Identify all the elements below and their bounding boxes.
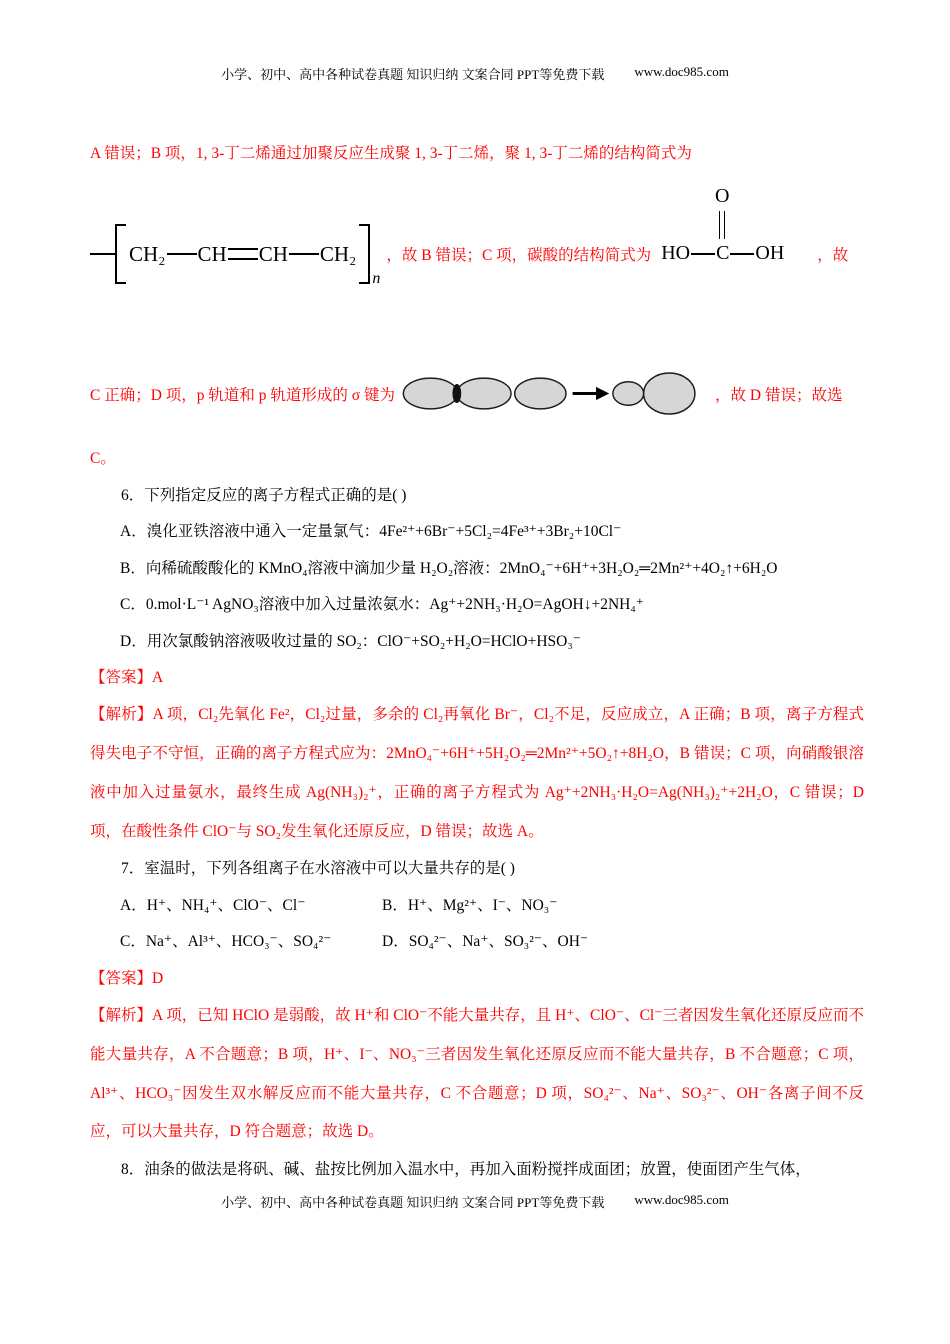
question-7-option-d: D．SO₄²⁻、Na⁺、SO₃²⁻、OH⁻ — [382, 933, 589, 951]
question-6-stem: 6．下列指定反应的离子方程式正确的是( ) — [121, 486, 407, 504]
polymer-subscript-n: n — [372, 270, 381, 288]
analysis-text: A 项，已知 HClO 是弱酸，故 H⁺和 ClO⁻不能大量共存，且 H⁺、ClO⁻、Cl⁻三者因发生氧化还原反应而不能大量共存，A 不合题意；B 项，H⁺、I⁻、NO₃⁻三者因发生氧化还原反应而不能大量共存，B 不合题意；C 项，Al³⁺、HCO₃⁻因发生双水解反应而不能大量共存，C 不合题意；D 项，SO₄²⁻、Na⁺、SO₃²⁻、OH⁻各离子间不反应，可以大量共存，D 符合题意；故选 D。 — [90, 1007, 864, 1141]
sigma-post-text: ，故 D 错误；故选 — [715, 386, 843, 404]
solution5-sigma-line — [90, 362, 864, 425]
question-7-stem: 7．室温时，下列各组离子在水溶液中可以大量共存的是( ) — [121, 860, 515, 878]
analysis-label: 【解析】 — [90, 1007, 153, 1025]
solution5-structure-line — [90, 185, 864, 288]
polybutadiene-structure — [90, 224, 381, 288]
question-7-options-row-2 — [120, 924, 864, 960]
answer-label: 【答案】 — [90, 969, 153, 987]
hydroxyl-left-label: HO — [661, 242, 691, 265]
oxygen-label: O — [714, 185, 730, 208]
question-8-stem: 8．油条的做法是将矾、碱、盐按比例加入温水中，再加入面粉搅拌成面团；放置，使面团产生气体， — [121, 1161, 811, 1179]
question-7-answer — [90, 961, 864, 997]
question-7-option-c: C．Na⁺、Al³⁺、HCO₃⁻、SO₄²⁻ — [120, 933, 332, 951]
carbon-label: C — [716, 242, 730, 265]
page-footer — [0, 1192, 950, 1211]
question-7-option-b: B．H⁺、Mg²⁺、I⁻、NO₃⁻ — [382, 896, 558, 914]
analysis-label: 【解析】 — [90, 706, 153, 724]
carbonic-acid-structure — [661, 187, 813, 265]
question-6-option-d: D．用次氯酸钠溶液吸收过量的 SO₂：ClO⁻+SO₂+H₂O=HClO+HSO₃⁻ — [120, 632, 581, 650]
bond-line — [90, 253, 116, 255]
question-7-options-row-1 — [120, 888, 864, 924]
document-body — [90, 136, 864, 1188]
left-bracket — [115, 224, 126, 284]
page-header — [0, 64, 950, 83]
question-7-option-a: A．H⁺、NH₄⁺、ClO⁻、Cl⁻ — [120, 896, 306, 914]
question-6-answer — [90, 660, 864, 696]
ch-group: CH — [258, 241, 288, 266]
p-orbital-overlap-group — [403, 379, 566, 410]
single-bond — [289, 253, 319, 255]
question-6-option-a: A．溴化亚铁溶液中通入一定量氯气：4Fe²⁺+6Br⁻+5Cl₂=4Fe³⁺+3Br₂+10Cl⁻ — [120, 523, 622, 541]
single-bond — [730, 253, 754, 255]
ch2-group: CH₂ — [319, 241, 357, 266]
vertical-double-bond — [719, 211, 725, 239]
footer-url: www.doc985.com — [634, 1192, 729, 1207]
question-6-option-b: B．向稀硫酸酸化的 KMnO₄溶液中滴加少量 H₂O₂溶液：2MnO₄⁻+6H⁺+3H₂O₂═2Mn²⁺+4O₂↑+6H₂O — [120, 559, 778, 577]
ch-group: CH — [197, 241, 227, 266]
single-bond — [167, 253, 197, 255]
sigma-bond-orbital-diagram — [401, 362, 709, 425]
question-7-analysis — [90, 997, 864, 1152]
orbital-overlap-node — [452, 384, 461, 403]
answer-label: 【答案】 — [90, 668, 153, 686]
footer-slogan: 小学、初中、高中各种试卷真题 知识归纳 文案合同 PPT等免费下载 — [221, 1195, 605, 1210]
hydroxyl-right-label: OH — [755, 242, 785, 265]
single-bond — [691, 253, 715, 255]
sigma-bond-result-group — [613, 373, 695, 414]
double-bond — [228, 248, 258, 260]
solution5-mid-text: ，故 B 错误；C 项，碳酸的结构简式为 — [386, 247, 652, 265]
header-url: www.doc985.com — [634, 64, 729, 79]
question-6-option-c: C．0.mol·L⁻¹ AgNO₃溶液中加入过量浓氨水：Ag⁺+2NH₃·H₂O=AgOH↓+2NH₄⁺ — [120, 596, 644, 614]
analysis-text: A 项，Cl₂先氧化 Fe²，Cl₂过量，多余的 Cl₂再氧化 Br⁻，Cl₂不足，反应成立，A 正确；B 项，离子方程式得失电子不守恒，正确的离子方程式应为：2MnO₄⁻+6H⁺+5H₂O₂═2Mn²⁺+5O₂↑+8H₂O，B 错误；C 项，向硝酸银溶液中加入过量氨水，最终生成 Ag(NH₃)₂⁺，正确的离子方程式为 Ag⁺+2NH₃·H₂O=Ag(NH₃)₂⁺+2H₂O，C 错误；D 项，在酸性条件 ClO⁻与 SO₂发生氧化还原反应，D 错误；故选 A。 — [90, 706, 864, 840]
question-6-analysis — [90, 696, 864, 851]
solution5-intro-text: A 错误；B 项，1, 3-丁二烯通过加聚反应生成聚 1, 3-丁二烯，聚 1, 3-丁二烯的结构简式为 — [90, 145, 692, 162]
right-bracket — [359, 224, 370, 284]
solution5-closing-text: C。 — [90, 450, 116, 468]
answer-value: D — [152, 969, 164, 987]
arrow-icon — [573, 387, 610, 400]
answer-value: A — [152, 668, 164, 686]
sigma-pre-text: C 正确；D 项，p 轨道和 p 轨道形成的 σ 键为 — [90, 386, 396, 404]
carbonic-base-row — [661, 242, 784, 265]
ch2-group: CH₂ — [129, 241, 166, 266]
header-slogan: 小学、初中、高中各种试卷真题 知识归纳 文案合同 PPT等免费下载 — [221, 67, 605, 82]
solution5-after-carbonic-text: ，故 — [817, 247, 849, 265]
